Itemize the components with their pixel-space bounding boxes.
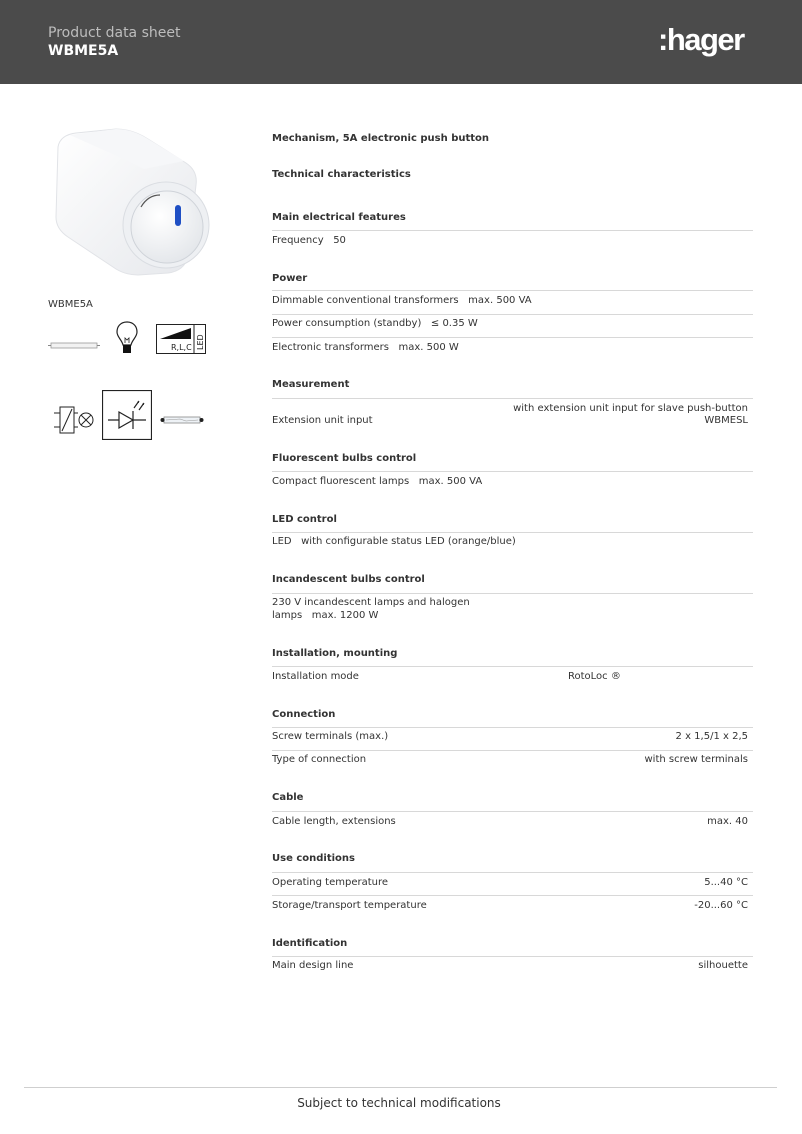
spec-power-consumption: Power consumption (standby) ≤ 0.35 W	[272, 318, 478, 329]
section-connection: Connection	[272, 709, 336, 720]
spec-storage-temperature-value: -20...60 °C	[694, 900, 748, 911]
transformer-lamp-icon	[54, 405, 96, 435]
product-reference-heading: WBME5A	[48, 43, 119, 59]
spec-frequency: Frequency 50	[272, 235, 346, 246]
footer-disclaimer: Subject to technical modifications	[297, 1096, 501, 1110]
footer-divider	[24, 1087, 777, 1088]
section-measurement: Measurement	[272, 379, 350, 390]
section-power: Power	[272, 273, 308, 284]
spec-operating-temperature-value: 5...40 °C	[704, 877, 748, 888]
spec-dimmable-transformers: Dimmable conventional transformers max. 500 VA	[272, 295, 532, 306]
section-led-control: LED control	[272, 514, 337, 525]
divider	[272, 471, 753, 472]
divider	[272, 666, 753, 667]
svg-text:LED: LED	[196, 334, 205, 350]
spec-screw-terminals: Screw terminals (max.)	[272, 731, 389, 742]
status-led-indicator	[175, 205, 181, 226]
spec-extension-unit-value: with extension unit input for slave push-button	[513, 403, 748, 414]
divider	[272, 314, 753, 315]
spec-led: LED with configurable status LED (orange/blue)	[272, 536, 516, 547]
halogen-tube-icon	[160, 414, 204, 426]
spec-cable-length-value: max. 40	[707, 816, 748, 827]
spec-installation-mode: Installation mode	[272, 671, 359, 682]
spec-extension-unit-ref: WBMESL	[704, 415, 748, 426]
fluorescent-tube-icon	[48, 341, 100, 351]
section-fluorescent: Fluorescent bulbs control	[272, 453, 417, 464]
divider	[272, 593, 753, 594]
spec-design-line: Main design line	[272, 960, 354, 971]
section-use-conditions: Use conditions	[272, 853, 355, 864]
spec-installation-mode-value: RotoLoc ®	[568, 671, 621, 682]
spec-compact-fluorescent: Compact fluorescent lamps max. 500 VA	[272, 476, 483, 487]
section-main-electrical: Main electrical features	[272, 212, 406, 223]
divider	[272, 872, 753, 873]
divider	[272, 811, 753, 812]
divider	[272, 895, 753, 896]
footer	[0, 1096, 802, 1110]
divider	[272, 337, 753, 338]
dimmer-rlc-led-icon	[156, 324, 206, 354]
spec-incandescent-line2: lamps max. 1200 W	[272, 610, 379, 621]
spec-screw-terminals-value: 2 x 1,5/1 x 2,5	[675, 731, 748, 742]
divider	[272, 750, 753, 751]
spec-electronic-transformers: Electronic transformers max. 500 W	[272, 342, 459, 353]
divider	[272, 956, 753, 957]
spec-storage-temperature: Storage/transport temperature	[272, 900, 427, 911]
divider	[272, 290, 753, 291]
divider	[272, 532, 753, 533]
section-installation: Installation, mounting	[272, 648, 398, 659]
product-reference-label: WBME5A	[48, 299, 93, 310]
section-incandescent: Incandescent bulbs control	[272, 574, 425, 585]
product-title: Mechanism, 5A electronic push button	[272, 133, 490, 144]
svg-text:R,L,C: R,L,C	[171, 343, 192, 352]
spec-extension-unit-input: Extension unit input	[272, 415, 373, 426]
divider	[272, 398, 753, 399]
product-photo	[48, 125, 218, 280]
spec-operating-temperature: Operating temperature	[272, 877, 389, 888]
section-identification: Identification	[272, 938, 348, 949]
page-header	[0, 0, 802, 84]
spec-connection-type-value: with screw terminals	[644, 754, 748, 765]
spec-connection-type: Type of connection	[272, 754, 367, 765]
led-diode-icon	[102, 390, 152, 440]
divider	[272, 230, 753, 231]
section-subtitle: Technical characteristics	[272, 169, 411, 180]
spec-design-line-value: silhouette	[698, 960, 748, 971]
hager-logo: :hager	[658, 22, 744, 57]
spec-cable-length: Cable length, extensions	[272, 816, 396, 827]
spec-incandescent-line1: 230 V incandescent lamps and halogen	[272, 597, 470, 608]
document-type: Product data sheet	[48, 25, 181, 41]
section-cable: Cable	[272, 792, 304, 803]
incandescent-bulb-icon	[116, 321, 138, 355]
divider	[272, 727, 753, 728]
